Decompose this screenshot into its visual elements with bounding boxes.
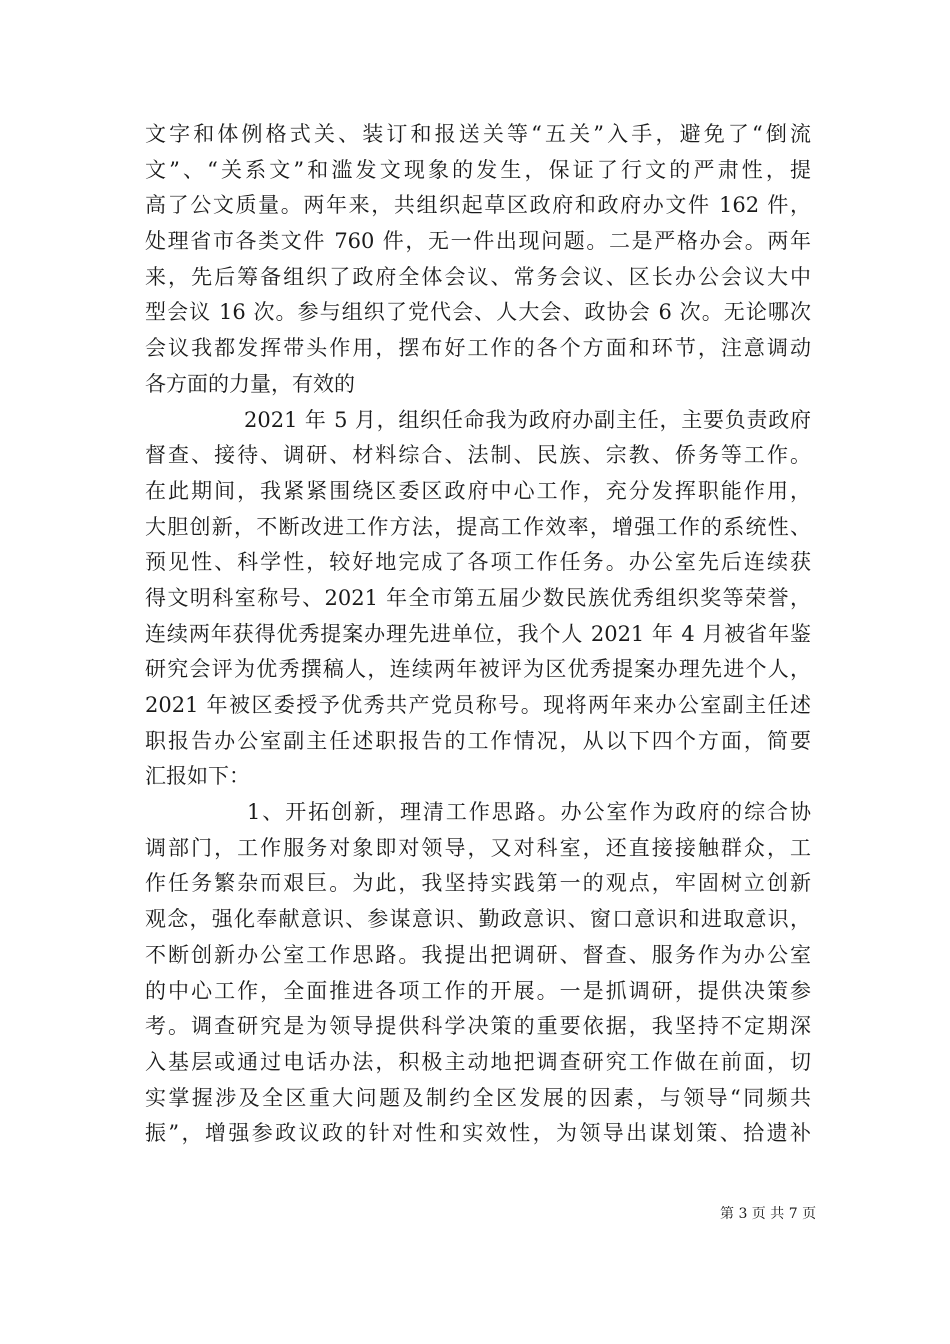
text-line: 高了公文质量。两年来，共组织起草区政府和政府办文件 162 件， [145,193,811,218]
text-line: 型会议 16 次。参与组织了党代会、人大会、政协会 6 次。无论哪次 [145,300,811,325]
text-line: 各方面的力量，有效的 [145,371,355,396]
text-line: 作任务繁杂而艰巨。为此，我坚持实践第一的观点，牢固树立创新 [145,871,811,896]
text-line: 督查、接待、调研、材料综合、法制、民族、宗教、侨务等工作。 [145,443,811,468]
text-line: 处理省市各类文件 760 件，无一件出现问题。二是严格办会。两年 [145,229,811,254]
text-line: 调部门，工作服务对象即对领导，又对科室，还直接接触群众，工 [145,835,811,860]
text-line: 1、开拓创新，理清工作思路。办公室作为政府的综合协 [247,800,811,825]
text-line: 在此期间，我紧紧围绕区委区政府中心工作，充分发挥职能作用， [145,478,811,503]
text-line: 来，先后筹备组织了政府全体会议、常务会议、区长办公会议大中 [145,264,811,289]
page-number-footer: 第 3 页 共 7 页 [720,1206,817,1222]
text-line: 2021 年被区委授予优秀共产党员称号。现将两年来办公室副主任述 [145,693,811,717]
text-line: 不断创新办公室工作思路。我提出把调研、督查、服务作为办公室 [145,942,811,967]
document-body [145,117,811,1152]
text-line: 文字和体例格式关、装订和报送关等“五关”入手，避免了“倒流 [145,122,811,146]
text-line: 振”，增强参政议政的针对性和实效性，为领导出谋划策、拾遗补 [145,1121,811,1146]
text-line: 会议我都发挥带头作用，摆布好工作的各个方面和环节，注意调动 [145,336,811,361]
text-line: 实掌握涉及全区重大问题及制约全区发展的因素，与领导“同频共 [145,1085,811,1110]
text-line: 预见性、科学性，较好地完成了各项工作任务。办公室先后连续获 [145,550,811,575]
text-line: 汇报如下： [145,764,250,789]
text-line: 得文明科室称号、2021 年全市第五届少数民族优秀组织奖等荣誉， [145,585,811,610]
text-line: 连续两年获得优秀提案办理先进单位，我个人 2021 年 4 月被省年鉴 [145,621,811,646]
text-line: 文”、“关系文”和滥发文现象的发生，保证了行文的严肃性，提 [145,157,811,182]
text-line: 考。调查研究是为领导提供科学决策的重要依据，我坚持不定期深 [145,1014,811,1039]
text-line: 入基层或通过电话办法，积极主动地把调查研究工作做在前面，切 [145,1049,811,1074]
text-line: 观念，强化奉献意识、参谋意识、勤政意识、窗口意识和进取意识， [145,907,811,932]
text-line: 研究会评为优秀撰稿人，连续两年被评为区优秀提案办理先进个人， [145,657,811,682]
text-line: 2021 年 5 月，组织任命我为政府办副主任，主要负责政府 [244,407,811,432]
text-line: 大胆创新，不断改进工作方法，提高工作效率，增强工作的系统性、 [145,514,811,539]
text-line: 的中心工作，全面推进各项工作的开展。一是抓调研，提供决策参 [145,978,811,1003]
text-line: 职报告办公室副主任述职报告的工作情况，从以下四个方面，简要 [145,728,811,753]
